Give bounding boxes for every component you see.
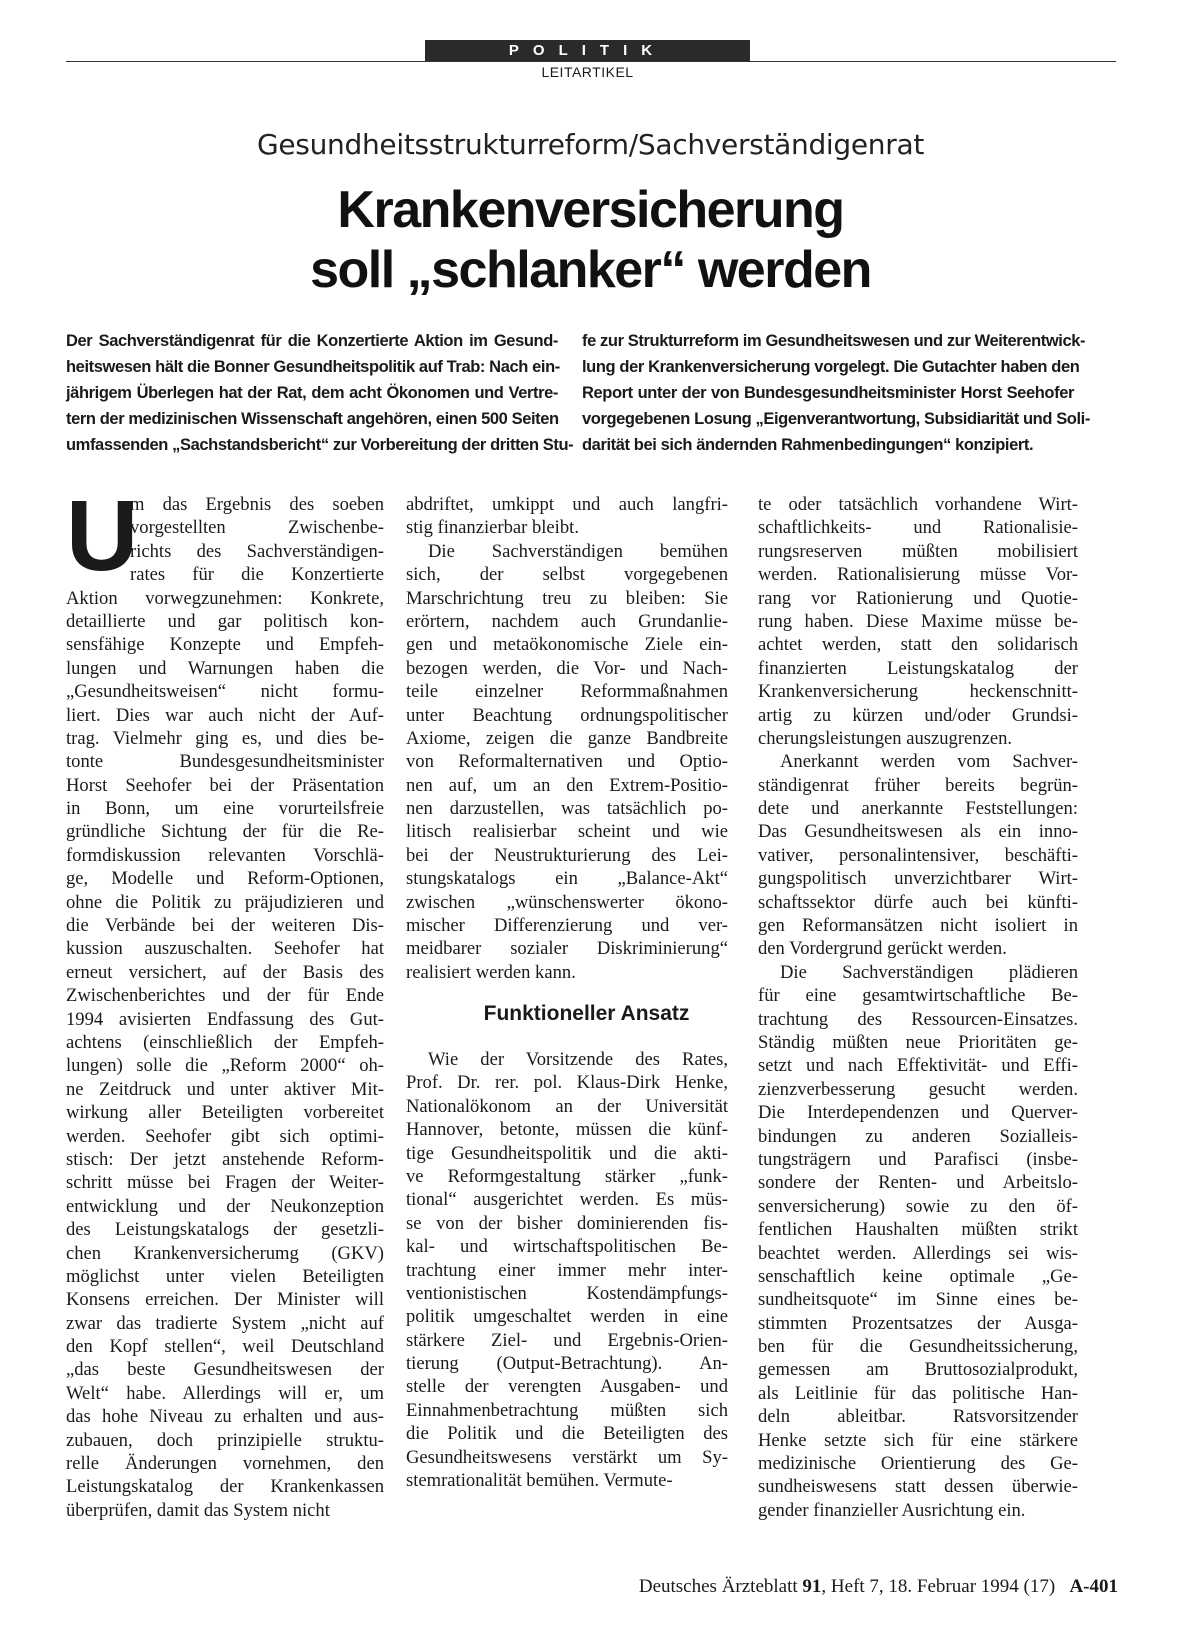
body-line: ve Reformgestaltung stärker „funk- <box>406 1165 728 1187</box>
body-line: m das Ergebnis des soeben <box>130 494 384 515</box>
section-label: POLITIK <box>425 40 750 62</box>
body-line: stisch: Der jetzt anstehende Reform- <box>66 1148 384 1170</box>
footer-volume: 91 <box>802 1576 822 1597</box>
body-line: ohne die Politik zu präjudizieren und <box>66 891 384 913</box>
footer-journal: Deutsches Ärzteblatt <box>638 1576 798 1597</box>
body-line: ne Zeitdruck und unter aktiver Mit- <box>66 1078 384 1100</box>
body-line: entwicklung und der Neukonzeption <box>66 1195 384 1217</box>
body-line: die Verbände bei der weiteren Dis- <box>66 915 384 937</box>
body-line: erneut versichert, auf der Basis des <box>66 961 384 983</box>
body-line: Wie der Vorsitzende des Rates, <box>428 1049 728 1070</box>
body-line: Welt“ habe. Allerdings will er, um <box>66 1382 384 1404</box>
body-line: Henke setzte sich für eine stärkere <box>758 1429 1078 1451</box>
body-line: Das Gesundheitswesen als ein inno- <box>758 821 1078 843</box>
body-line: relle Änderungen vornehmen, den <box>66 1453 384 1475</box>
body-line: Einnahmenbetrachtung müßten sich <box>406 1399 728 1421</box>
body-line: überprüfen, damit das System nicht <box>66 1499 330 1521</box>
body-line: zienzverbesserung gesucht werden. <box>758 1078 1078 1100</box>
body-line: tungsträgern und Parafisci (insbe- <box>758 1148 1078 1170</box>
body-line: von Reformalternativen und Optio- <box>406 751 728 773</box>
body-line: Zwischenberichtes und der für Ende <box>66 985 384 1007</box>
body-line: das hohe Niveau zu erhalten und aus- <box>66 1406 384 1428</box>
body-line: rung haben. Diese Maxime müsse be- <box>758 610 1078 632</box>
lead-line: umfassenden „Sachstandsbericht“ zur Vorbereitung der dritten Stu- <box>66 436 574 454</box>
body-line: fentlichen Haushalten müßten strikt <box>758 1219 1078 1241</box>
body-line: für eine gesamtwirtschaftliche Be- <box>758 985 1078 1007</box>
lead-line: tern der medizinischen Wissenschaft angehören, einen 500 Seiten <box>66 410 559 428</box>
body-column-1 <box>66 480 384 1522</box>
body-line: vativer, personalintensiver, beschäfti- <box>758 844 1078 866</box>
body-line: werden. Seehofer gibt sich optimi- <box>66 1125 384 1147</box>
body-line: Ständig müßten neue Prioritäten ge- <box>758 1031 1078 1053</box>
body-line: setzt und nach Effektivität- und Effi- <box>758 1055 1078 1077</box>
body-line: tional“ ausgerichtet werden. Es müs- <box>406 1189 728 1211</box>
body-line: te oder tatsächlich vorhandene Wirt- <box>758 494 1078 515</box>
body-line: Hannover, betonte, müssen die künf- <box>406 1119 728 1141</box>
body-line: „das beste Gesundheitswesen der <box>66 1359 384 1381</box>
body-line: teile einzelner Reformmaßnahmen <box>406 681 728 703</box>
body-line: Marschrichtung treu zu bleiben: Sie <box>406 587 728 609</box>
body-line: den Kopf stellen“, weil Deutschland <box>66 1336 384 1358</box>
body-line: finanzierten Leistungskatalog der <box>758 657 1078 679</box>
body-line: Aktion vorwegzunehmen: Konkrete, <box>66 587 384 609</box>
body-line: tige Gesundheitspolitik und die akti- <box>406 1142 728 1164</box>
body-line: zwischen „wünschenswerter ökono- <box>406 891 728 913</box>
body-line: Gesundheitswesens verstärkt um Sy- <box>406 1446 728 1468</box>
lead-left <box>66 328 574 458</box>
body-line: stärkere Ziel- und Ergebnis-Orien- <box>406 1329 728 1351</box>
body-line: wirkung aller Beteiligten vorbereitet <box>66 1102 384 1124</box>
body-line: senversicherung) sowie zu den öf- <box>758 1195 1078 1217</box>
body-line: kussion auszuschalten. Seehofer hat <box>66 938 384 960</box>
body-line: tonte Bundesgesundheitsminister <box>66 751 384 773</box>
body-line: Die Sachverständigen plädieren <box>780 961 1078 983</box>
body-line: ge, Modelle und Reform-Optionen, <box>66 868 384 890</box>
body-line: sundheiswesens statt dessen überwie- <box>758 1476 1078 1498</box>
body-line: formdiskussion relevanten Vorschlä- <box>66 844 384 866</box>
body-line: bindungen zu anderen Sozialleis- <box>758 1125 1078 1147</box>
body-line: abdriftet, umkippt und auch langfri- <box>406 494 728 515</box>
body-line: rates für die Konzertierte <box>130 564 384 586</box>
body-line: bei der Neustrukturierung des Lei- <box>406 844 728 866</box>
header-rule <box>66 61 1116 62</box>
lead-line: lung der Krankenversicherung vorgelegt. Die Gutachter haben den <box>582 358 1080 376</box>
body-line: die Politik und die Beteiligten des <box>406 1423 728 1445</box>
body-line: sundheitsquote“ im Sinne eines be- <box>758 1289 1078 1311</box>
lead-line: Report unter der von Bundesgesundheitsminister Horst Seehofer <box>582 384 1074 402</box>
body-line: stig finanzierbar bleibt. <box>406 517 579 539</box>
body-line: stimmten Prozentsatzes der Ausga- <box>758 1312 1078 1334</box>
body-line: Krankenversicherung heckenschnitt- <box>758 681 1078 703</box>
body-line: chen Krankenversicherumg (GKV) <box>66 1242 384 1264</box>
body-line: liert. Dies war auch nicht der Auf- <box>66 704 384 726</box>
body-line: stelle der verengten Ausgaben- und <box>406 1376 728 1398</box>
body-line: zwar das tradierte System „nicht auf <box>66 1312 384 1334</box>
body-line: Die Sachverständigen bemühen <box>428 540 728 562</box>
body-line: rang vor Rationierung und Quotie- <box>758 587 1078 609</box>
body-line: se von der bisher dominierenden fis- <box>406 1212 728 1234</box>
body-column-2-top <box>406 493 728 984</box>
lead-line: vorgegebenen Losung „Eigenverantwortung, Subsidiarität und Soli- <box>582 410 1090 428</box>
kicker-label: LEITARTIKEL <box>541 64 634 80</box>
body-line: richts des Sachverständigen- <box>130 540 384 562</box>
body-line: meidbarer sozialer Diskriminierung“ <box>406 938 728 960</box>
body-line: litisch realisierbar scheint und wie <box>406 821 728 843</box>
body-line: Leistungskatalog der Krankenkassen <box>66 1476 384 1498</box>
body-line: sensfähige Konzepte und Empfeh- <box>66 634 384 656</box>
body-line: Die Interdependenzen und Querver- <box>758 1102 1078 1124</box>
page-footer <box>582 1576 1118 1598</box>
body-line: Axiome, zeigen die ganze Bandbreite <box>406 727 728 749</box>
body-line: mischer Differenzierung und ver- <box>406 915 728 937</box>
lead-line: darität bei sich ändernden Rahmenbedingungen“ konzipiert. <box>582 436 1034 454</box>
body-line: in Bonn, um eine vorurteilsfreie <box>66 798 384 820</box>
body-line: deln ableitbar. Ratsvorsitzender <box>758 1406 1078 1428</box>
body-line: rungsreserven müßten mobilisiert <box>758 540 1078 562</box>
body-line: lungen und Warnungen haben die <box>66 657 384 679</box>
body-line: werden. Rationalisierung müsse Vor- <box>758 564 1078 586</box>
body-line: ventionistischen Kostendämpfungs- <box>406 1282 728 1304</box>
body-line: kal- und wirtschaftspolitischen Be- <box>406 1236 728 1258</box>
headline-line-1: Krankenversicherung <box>337 181 844 239</box>
body-line: trachtung des Ressourcen-Einsatzes. <box>758 1008 1078 1030</box>
body-line: nen auf, um an den Extrem-Positio- <box>406 774 728 796</box>
body-line: cherungsleistungen auszugrenzen. <box>758 727 1013 749</box>
body-line: erörtern, nachdem auch Grundanlie- <box>406 610 728 632</box>
lead-line: heitswesen hält die Bonner Gesundheitspolitik auf Trab: Nach ein- <box>66 358 560 376</box>
body-line: Anerkannt werden vom Sachver- <box>780 751 1078 773</box>
body-line: detaillierte und gar politisch kon- <box>66 610 384 632</box>
body-line: dete und anerkannte Feststellungen: <box>758 798 1078 820</box>
body-line: den Vordergrund gerückt werden. <box>758 938 1007 960</box>
body-line: gemessen am Bruttosozialprodukt, <box>758 1359 1078 1381</box>
body-line: medizinische Orientierung des Ge- <box>758 1453 1078 1475</box>
body-line: trag. Vielmehr ging es, und dies be- <box>66 727 384 749</box>
body-line: beachtet werden. Allerdings sei wis- <box>758 1242 1078 1264</box>
body-line: des Leistungskatalogs der gesetzli- <box>66 1219 384 1241</box>
drop-cap: U <box>66 480 139 592</box>
body-line: ständigenrat früher bereits begrün- <box>758 774 1078 796</box>
body-line: gründliche Sichtung der für die Re- <box>66 821 384 843</box>
body-line: realisiert werden kann. <box>406 961 576 983</box>
body-line: tierung (Output-Betrachtung). An- <box>406 1353 728 1375</box>
body-line: stungskatalogs ein „Balance-Akt“ <box>406 868 728 890</box>
body-line: trachtung einer immer mehr inter- <box>406 1259 728 1281</box>
body-line: zubauen, doch prinzipielle struktu- <box>66 1429 384 1451</box>
footer-page: A-401 <box>1069 1576 1118 1597</box>
headline-line-2: soll „schlanker“ werden <box>310 241 871 299</box>
body-line: vorgestellten Zwischenbe- <box>130 517 384 539</box>
body-line: schaftssektor dürfe auch bei künfti- <box>758 891 1078 913</box>
lead-line: Der Sachverständigenrat für die Konzertierte Aktion im Gesund- <box>66 332 558 350</box>
body-line: gen Reformansätzen nicht isoliert in <box>758 915 1078 937</box>
body-line: politik umgeschaltet werden in eine <box>406 1306 728 1328</box>
body-line: nen darzustellen, was tatsächlich po- <box>406 798 728 820</box>
body-line: „Gesundheitsweisen“ nicht formu- <box>66 681 384 703</box>
body-line: Prof. Dr. rer. pol. Klaus-Dirk Henke, <box>406 1072 728 1094</box>
body-line: sich, der selbst vorgegebenen <box>406 564 728 586</box>
body-line: lungen) solle die „Reform 2000“ oh- <box>66 1055 384 1077</box>
lead-line: fe zur Strukturreform im Gesundheitswesen und zur Weiterentwick- <box>582 332 1086 350</box>
body-line: schritt müsse bei Fragen der Weiter- <box>66 1172 384 1194</box>
body-line: Konsens erreichen. Der Minister will <box>66 1289 384 1311</box>
body-line: achtens (einschließlich der Empfeh- <box>66 1031 384 1053</box>
body-column-3 <box>758 493 1078 1522</box>
body-line: sondere der Renten- und Arbeitslo- <box>758 1172 1078 1194</box>
body-column-2-bottom <box>406 1048 728 1492</box>
section-heading: Funktioneller Ansatz <box>483 1002 690 1025</box>
body-line: Nationalökonom an der Universität <box>406 1095 728 1117</box>
article-subtitle: Gesundheitsstrukturreform/Sachverständigenrat <box>256 128 925 161</box>
body-line: achtet werden, statt den solidarisch <box>758 634 1078 656</box>
lead-line: jährigem Überlegen hat der Rat, dem acht Ökonomen und Vertre- <box>66 384 558 402</box>
footer-issue: , Heft 7, 18. Februar 1994 (17) <box>821 1576 1056 1597</box>
body-line: ben für die Gesundheitssicherung, <box>758 1336 1078 1358</box>
body-line: als Leitlinie für das politische Han- <box>758 1382 1078 1404</box>
body-line: stemrationalität bemühen. Vermute- <box>406 1470 673 1492</box>
body-line: gungspolitisch unverzichtbarer Wirt- <box>758 868 1078 890</box>
body-line: Horst Seehofer bei der Präsentation <box>66 774 384 796</box>
body-line: gen und metaökonomische Ziele ein- <box>406 634 728 656</box>
lead-right <box>582 328 1090 458</box>
body-line: gender finanzieller Ausrichtung ein. <box>758 1499 1026 1521</box>
body-line: unter Beachtung ordnungspolitischer <box>406 704 728 726</box>
body-line: möglichst unter vielen Beteiligten <box>66 1265 384 1287</box>
body-line: 1994 avisierten Endfassung des Gut- <box>66 1008 384 1030</box>
body-line: schaftlichkeits- und Rationalisie- <box>758 517 1078 539</box>
body-line: senschaftlich keine optimale „Ge- <box>758 1265 1078 1287</box>
body-line: artig zu kürzen und/oder Grundsi- <box>758 704 1078 726</box>
body-line: bezogen werden, die Vor- und Nach- <box>406 657 728 679</box>
